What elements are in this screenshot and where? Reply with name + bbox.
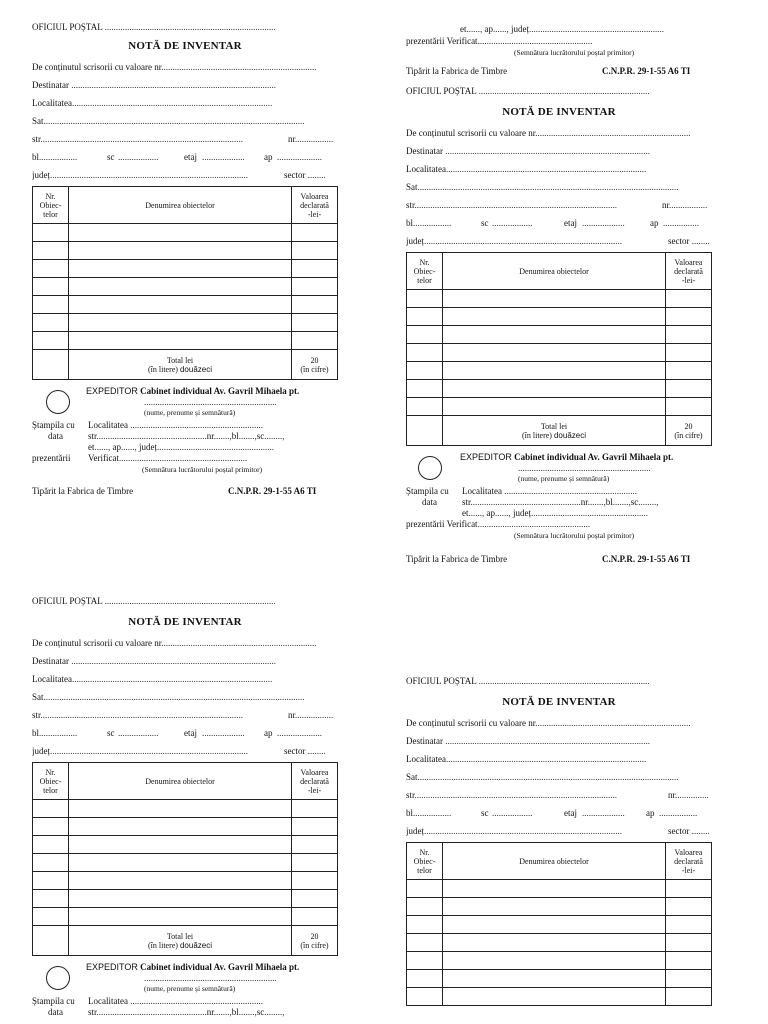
table-row: [407, 398, 712, 416]
inventory-form-4: OFICIUL POȘTAL ............................................................................ NOTĂ DE INVENTAR De conținutul scrisorii cu valoare nr..................................................................... Destinatar ........................................................................................... Localitatea......................................................................................... Sat.................................................................................................................... str.......................................................................................... nr............... bl................. sc .................. etaj ................... ap ................. județ........................................................................................ sector ........ Nr. Obiec- telor Denumirea obiectelor Valoarea declarată -lei-: [406, 676, 712, 1024]
table-row: [33, 854, 338, 872]
table-row: [407, 308, 712, 326]
table-row: [33, 818, 338, 836]
table-row: [33, 278, 338, 296]
oficiu-line: OFICIUL POȘTAL ............................................................................: [406, 86, 650, 96]
table-row: [33, 242, 338, 260]
table-row: [407, 344, 712, 362]
localitatea-line: Localitatea.........................................................................................: [32, 98, 273, 108]
inventory-table: Nr. Obiec- telor Denumirea obiectelor Valoarea declarată -lei- Total lei (în litere) douăzeci 20 (în cifre): [32, 762, 338, 956]
table-row: [407, 326, 712, 344]
stamp-circle: [46, 966, 70, 990]
footer-cod: C.N.P.R. 29-1-55 A6 TI: [228, 486, 317, 496]
table-row: [33, 872, 338, 890]
inventory-form-1: [32, 22, 338, 502]
total-value-cell: 20 (în cifre): [292, 350, 338, 380]
bl-line: bl................. sc .................. etaj ................... ap ....................: [32, 152, 322, 162]
total-row: Total lei (în litere) douăzeci 20 (în cifre): [407, 416, 712, 446]
form-title: NOTĂ DE INVENTAR: [128, 40, 242, 52]
destinatar-line: Destinatar ...........................................................................................: [32, 80, 276, 90]
total-lei-cell: Total lei (în litere) douăzeci: [69, 350, 292, 380]
col-header-valoare: Valoarea declarată -lei-: [292, 187, 338, 224]
sat-line: Sat....................................................................................................................: [32, 116, 305, 126]
table-row: [407, 380, 712, 398]
table-row: [33, 296, 338, 314]
continut-line: De conținutul scrisorii cu valoare nr.....................................................................: [32, 62, 317, 72]
table-row: [407, 952, 712, 970]
table-row: [407, 290, 712, 308]
table-row: [407, 898, 712, 916]
table-row: [407, 916, 712, 934]
col-header-nr: Nr. Obiec- telor: [33, 187, 69, 224]
form-title: NOTĂ DE INVENTAR: [502, 106, 616, 118]
footer-tiparit: Tipărit la Fabrica de Timbre: [32, 486, 134, 496]
table-row: [407, 362, 712, 380]
expeditor-section: EXPEDITOR Cabinet individual Av. Gavril Mihaela pt. ........................................................... (nume, prenume și semnătură) Ștampila cu Localitatea ........................................................... data str.................................................nr.......,bl.......,sc........, et......, ap......, județ.................................................... prezentării Verificat......................................................... (Semnătura lucrătorului poștal primitor): [32, 386, 300, 474]
judet-line: județ........................................................................................ sector ........: [32, 170, 326, 180]
col-header-denumire: Denumirea obiectelor: [69, 187, 292, 224]
stamp-circle: [46, 390, 70, 414]
inventory-table: Nr. Obiec- telor Denumirea obiectelor Valoarea declarată -lei-: [406, 842, 712, 1006]
expeditor-section: EXPEDITOR Cabinet individual Av. Gavril Mihaela pt. ........................................................... (nume, prenume și semnătură) Ștampila cu Localitatea ........................................................... data str.................................................nr.......,bl.......,sc........, et......, ap......, județ.................................................... prezentării Verificat.................................................. (Semnătura lucrătorului poștal primitor): [406, 452, 674, 540]
table-row: [33, 224, 338, 242]
table-row: [33, 836, 338, 854]
table-row: [33, 260, 338, 278]
table-row: [33, 908, 338, 926]
inventory-form-2: et......, ap......, județ............................................................ prezentării Verificat................................................... (Semnătura lucrătorului poștal primitor) Tipărit la Fabrica de Timbre C.N.P.R. 29-1-55 A6 TI OFICIUL POȘTAL ............................................................................ NOTĂ DE INVENTAR De conținutul scrisorii cu valoare nr..................................................................... Destinatar ........................................................................................... Localitatea......................................................................................... Sat.................................................................................................................... str.......................................................................................... nr................. bl................. sc .................. etaj ................... ap ................ județ........................................................................................ sector ........ Nr. Obiec- telor Denumirea obiectelor Valoarea declarată -lei- Total lei (în litere) douăzeci 20 (în cifre) EXPEDITOR Cabinet individual Av. Gavril Mihaela pt. ........................................................... (nume, prenume și semnătură) Ștampila cu Localitatea ........................................................... data str.................................................nr.......,bl.......,sc........, et......, ap......, județ.................................................... prezentării Verificat.................................................. (Semnătura lucrătorului poștal primitor) Tipărit la Fabrica de Timbre C.N.P.R. 29-1-55 A6 TI: [406, 24, 712, 569]
table-row: [407, 988, 712, 1006]
total-row: Total lei (în litere) douăzeci 20 (în cifre): [33, 926, 338, 956]
table-row: [407, 880, 712, 898]
expeditor-section: EXPEDITOR Cabinet individual Av. Gavril Mihaela pt. ........................................................... (nume, prenume și semnătură) Ștampila cu Localitatea ........................................................... data str.................................................nr.......,bl.......,sc........,: [32, 962, 300, 1017]
str-line: str.......................................................................................... nr.................: [32, 134, 334, 144]
inventory-table: [32, 186, 338, 380]
inventory-form-3: OFICIUL POȘTAL ............................................................................ NOTĂ DE INVENTAR De conținutul scrisorii cu valoare nr..................................................................... Destinatar ........................................................................................... Localitatea......................................................................................... Sat.................................................................................................................... str.......................................................................................... nr................. bl................. sc .................. etaj ................... ap .................... județ........................................................................................ sector ........ Nr. Obiec- telor Denumirea obiectelor Valoarea declarată -lei- Total lei (în litere) douăzeci 20 (în cifre) EXPEDITOR Cabinet individual Av. Gavril Mihaela pt. ........................................................... (nume, prenume și semnătură) Ștampila cu Localitatea ........................................................... data str.................................................nr.......,bl.......,sc........,: [32, 596, 338, 1024]
table-row: [33, 890, 338, 908]
stamp-circle: [418, 456, 442, 480]
table-row: [33, 800, 338, 818]
inventory-table: Nr. Obiec- telor Denumirea obiectelor Valoarea declarată -lei- Total lei (în litere) douăzeci 20 (în cifre): [406, 252, 712, 446]
total-row: [33, 350, 338, 380]
table-row: [407, 970, 712, 988]
table-row: [33, 332, 338, 350]
table-row: [33, 314, 338, 332]
table-row: [407, 934, 712, 952]
oficiu-line: OFICIUL POȘTAL ............................................................................: [32, 22, 276, 32]
